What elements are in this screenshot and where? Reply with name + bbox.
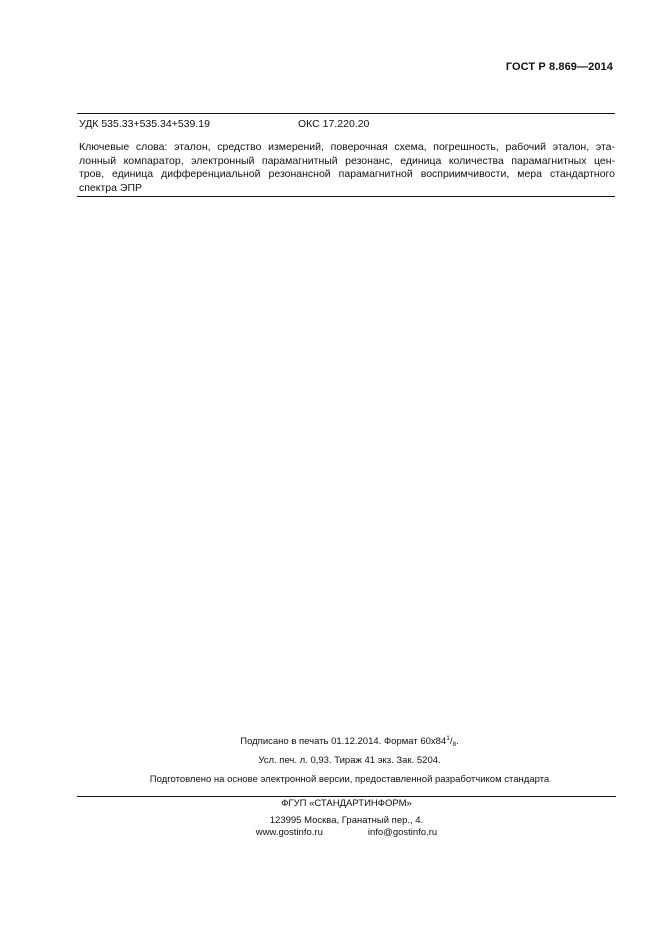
udk-code: УДК 535.33+535.34+539.19 [79,118,210,130]
format-end: . [456,736,459,747]
keywords-block [79,141,615,195]
keywords-divider [77,196,615,197]
publisher-divider [77,796,616,797]
keywords-line: лонный компаратор, электронный парамагнитный резонанс, единица количества парамагнитных цен- [79,154,615,167]
keywords-line: тров, единица дифференциальной резонансной парамагнитной восприимчивости, мера стандартного [79,168,615,180]
signed-text: Подписано в печать 01.12.2014. Формат 60х84 [240,736,447,747]
email-link[interactable]: info@gostinfo.ru [367,827,438,838]
keywords-line: спектра ЭПР [79,181,142,194]
prepared-note: Подготовлено на основе электронной версии, предоставленной разработчиком стандарта [149,774,550,785]
format-numerator: 1 [446,735,450,742]
print-info: Усл. печ. л. 0,93. Тираж 41 экз. Зак. 5204. [258,755,441,766]
website-link[interactable]: www.gostinfo.ru [255,827,323,838]
document-code: ГОСТ Р 8.869—2014 [505,61,613,73]
format-denominator: 8 [452,741,457,748]
signed-line: Подписано в печать 01.12.2014. Формат $60х84^1/_8$. [240,735,459,748]
keywords-line: Ключевые слова: эталон, средство измерений, поверочная схема, погрешность, рабочий эталон, эта- [79,141,615,153]
publisher-address: 123995 Москва, Гранатный пер., 4. [269,815,424,826]
oks-code: ОКС 17.220.20 [298,118,370,130]
top-divider [77,113,615,114]
classification-row [79,118,370,130]
publisher-name: ФГУП «СТАНДАРТИНФОРМ» [281,798,412,809]
publisher-contacts [77,827,616,838]
